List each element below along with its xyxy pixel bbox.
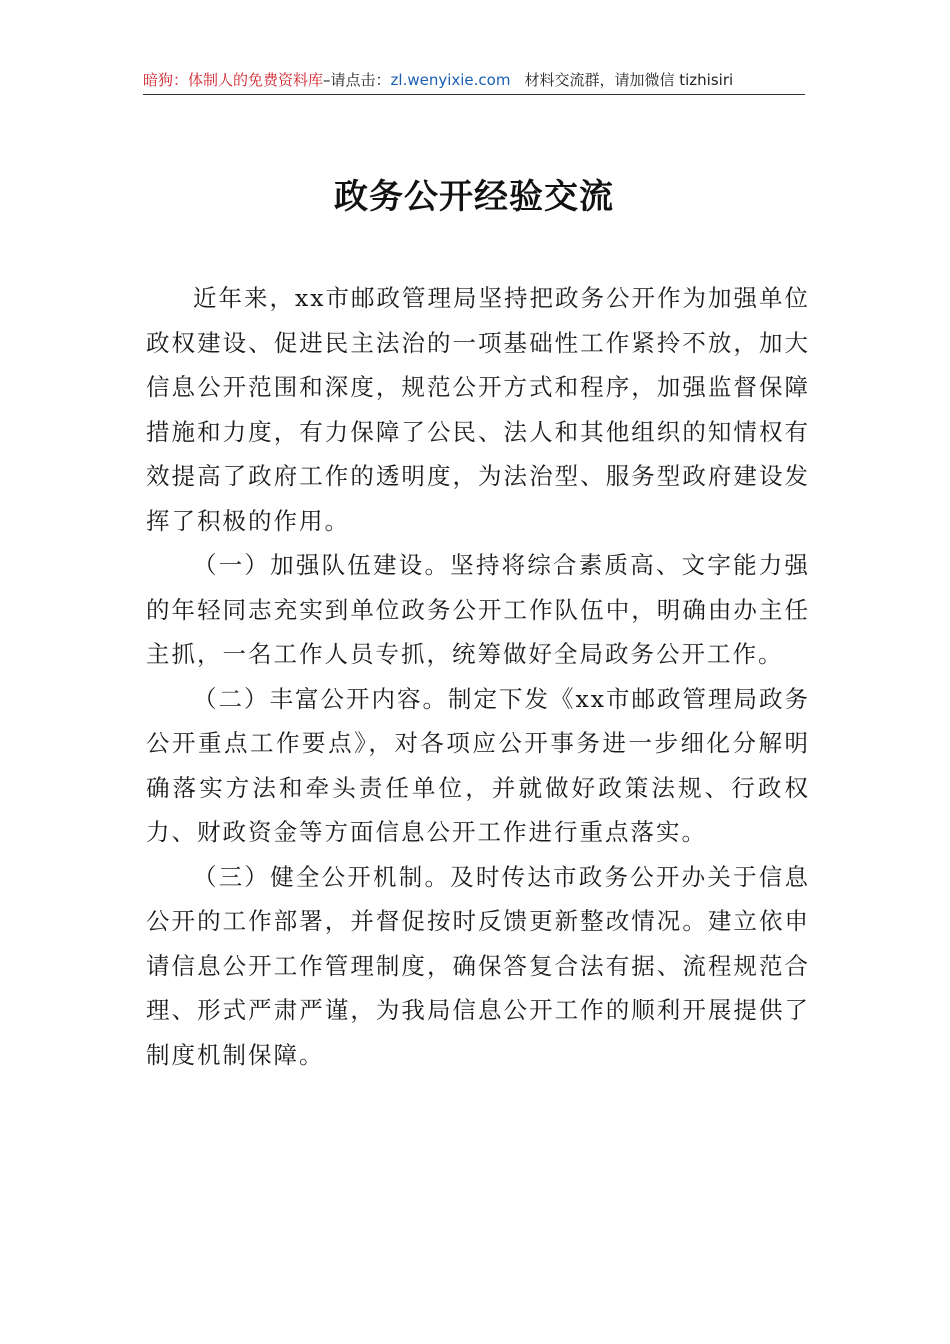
header-contact: 材料交流群，请加微信 tizhisiri: [524, 71, 734, 89]
paragraph-mechanism: （三）健全公开机制。及时传达市政务公开办关于信息公开的工作部署，并督促按时反馈更新整改情况。建立依申请信息公开工作管理制度，确保答复合法有据、流程规范合理、形式严肃严谨，为我局信息公开工作的顺利开展提供了制度机制保障。: [146, 862, 810, 1069]
document-title: 政务公开经验交流: [334, 177, 614, 217]
page-header: [143, 66, 805, 95]
header-link[interactable]: zl.wenyixie.com: [390, 71, 511, 89]
header-brand: 暗狗：体制人的免费资料库: [143, 71, 324, 89]
header-prompt: –请点击：: [323, 71, 391, 89]
paragraph-intro: 近年来，xx市邮政管理局坚持把政务公开作为加强单位政权建设、促进民主法治的一项基础性工作紧拎不放，加大信息公开范围和深度，规范公开方式和程序，加强监督保障措施和力度，有力保障了公民、法人和其他组织的知情权有效提高了政府工作的透明度，为法治型、服务型政府建设发挥了积极的作用。: [146, 284, 811, 535]
paragraph-team-building: （一）加强队伍建设。坚持将综合素质高、文字能力强的年轻同志充实到单位政务公开工作队伍中，明确由办主任主抓，一名工作人员专抓，统筹做好全局政务公开工作。: [146, 551, 810, 668]
document-body: [146, 276, 810, 1077]
paragraph-content: （二）丰富公开内容。制定下发《xx市邮政管理局政务公开重点工作要点》，对各项应公开事务进一步细化分解明确落实方法和牵头责任单位，并就做好政策法规、行政权力、财政资金等方面信息公开工作进行重点落实。: [146, 684, 811, 846]
